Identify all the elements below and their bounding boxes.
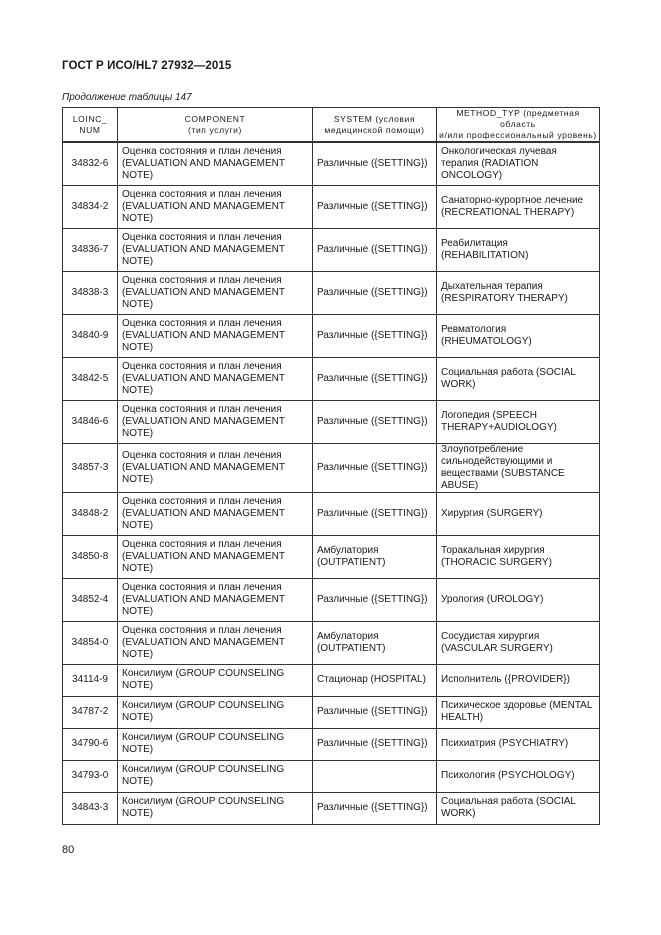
method-cell: Ревматология (RHEUMATOLOGY)	[437, 314, 600, 357]
method-cell: Логопедия (SPEECH THERAPY+AUDIOLOGY)	[437, 400, 600, 443]
column-header-line: COMPONENT	[184, 113, 246, 124]
method-cell: Психиатрия (PSYCHIATRY)	[437, 728, 600, 760]
table-row	[63, 760, 600, 792]
column-header-method	[437, 108, 600, 143]
system-cell: Стационар (HOSPITAL)	[313, 664, 437, 696]
component-cell: Оценка состояния и план лечения (EVALUATION AND MANAGEMENT NOTE)	[118, 492, 313, 535]
loinc-num-cell: 34832-6	[63, 142, 118, 185]
method-cell: Реабилитация (REHABILITATION)	[437, 228, 600, 271]
table-header	[63, 108, 600, 143]
table-row	[63, 696, 600, 728]
component-cell: Консилиум (GROUP COUNSELING NOTE)	[118, 696, 313, 728]
method-cell: Психическое здоровье (MENTAL HEALTH)	[437, 696, 600, 728]
method-cell: Социальная работа (SOCIAL WORK)	[437, 357, 600, 400]
table-row	[63, 621, 600, 664]
system-cell: Различные ({SETTING})	[313, 400, 437, 443]
header-row	[63, 108, 600, 143]
table-row	[63, 271, 600, 314]
table-body	[63, 142, 600, 824]
column-header-line: (тип услуги)	[188, 124, 242, 135]
component-cell: Оценка состояния и план лечения (EVALUATION AND MANAGEMENT NOTE)	[118, 142, 313, 185]
component-cell: Оценка состояния и план лечения (EVALUATION AND MANAGEMENT NOTE)	[118, 535, 313, 578]
table-row	[63, 228, 600, 271]
component-cell: Оценка состояния и план лечения (EVALUATION AND MANAGEMENT NOTE)	[118, 400, 313, 443]
column-header-component	[118, 108, 313, 143]
system-cell: Различные ({SETTING})	[313, 443, 437, 492]
column-header-line: LOINC_	[72, 113, 108, 124]
column-header-system	[313, 108, 437, 143]
method-cell: Санаторно-курортное лечение (RECREATIONAL THERAPY)	[437, 185, 600, 228]
table-row	[63, 492, 600, 535]
system-cell	[313, 760, 437, 792]
system-cell: Различные ({SETTING})	[313, 185, 437, 228]
table-row	[63, 578, 600, 621]
loinc-num-cell: 34843-3	[63, 792, 118, 824]
loinc-num-cell: 34840-9	[63, 314, 118, 357]
method-cell: Урология (UROLOGY)	[437, 578, 600, 621]
method-cell: Хирургия (SURGERY)	[437, 492, 600, 535]
loinc-num-cell: 34852-4	[63, 578, 118, 621]
method-cell: Дыхательная терапия (RESPIRATORY THERAPY)	[437, 271, 600, 314]
table-row	[63, 314, 600, 357]
component-cell: Консилиум (GROUP COUNSELING NOTE)	[118, 760, 313, 792]
document-header: ГОСТ Р ИСО/HL7 27932—2015	[62, 60, 232, 72]
table-row	[63, 535, 600, 578]
loinc-table	[62, 107, 600, 825]
loinc-num-cell: 34857-3	[63, 443, 118, 492]
system-cell: Амбулатория (OUTPATIENT)	[313, 621, 437, 664]
page-number: 80	[62, 844, 75, 856]
loinc-num-cell: 34114-9	[63, 664, 118, 696]
component-cell: Оценка состояния и план лечения (EVALUATION AND MANAGEMENT NOTE)	[118, 443, 313, 492]
method-cell: Сосудистая хирургия (VASCULAR SURGERY)	[437, 621, 600, 664]
component-cell: Оценка состояния и план лечения (EVALUATION AND MANAGEMENT NOTE)	[118, 357, 313, 400]
loinc-num-cell: 34850-8	[63, 535, 118, 578]
component-cell: Оценка состояния и план лечения (EVALUATION AND MANAGEMENT NOTE)	[118, 228, 313, 271]
loinc-num-cell: 34787-2	[63, 696, 118, 728]
table-row	[63, 664, 600, 696]
column-header-line: METHOD_TYP (предметная область	[456, 108, 580, 129]
loinc-num-cell: 34836-7	[63, 228, 118, 271]
table-row	[63, 792, 600, 824]
system-cell: Различные ({SETTING})	[313, 492, 437, 535]
system-cell: Различные ({SETTING})	[313, 357, 437, 400]
method-cell: Онкологическая лучевая терапия (RADIATION ONCOLOGY)	[437, 142, 600, 185]
component-cell: Оценка состояния и план лечения (EVALUATION AND MANAGEMENT NOTE)	[118, 621, 313, 664]
column-header-line: SYSTEM (условия	[333, 113, 416, 124]
component-cell: Консилиум (GROUP COUNSELING NOTE)	[118, 792, 313, 824]
system-cell: Амбулатория (OUTPATIENT)	[313, 535, 437, 578]
table-row	[63, 443, 600, 492]
component-cell: Оценка состояния и план лечения (EVALUATION AND MANAGEMENT NOTE)	[118, 314, 313, 357]
loinc-num-cell: 34854-0	[63, 621, 118, 664]
loinc-num-cell: 34846-6	[63, 400, 118, 443]
system-cell: Различные ({SETTING})	[313, 142, 437, 185]
loinc-num-cell: 34790-6	[63, 728, 118, 760]
loinc-num-cell: 34848-2	[63, 492, 118, 535]
component-cell: Оценка состояния и план лечения (EVALUATION AND MANAGEMENT NOTE)	[118, 271, 313, 314]
table-row	[63, 728, 600, 760]
method-cell: Социальная работа (SOCIAL WORK)	[437, 792, 600, 824]
component-cell: Оценка состояния и план лечения (EVALUATION AND MANAGEMENT NOTE)	[118, 578, 313, 621]
loinc-num-cell: 34842-5	[63, 357, 118, 400]
method-cell: Торакальная хирургия (THORACIC SURGERY)	[437, 535, 600, 578]
system-cell: Различные ({SETTING})	[313, 728, 437, 760]
system-cell: Различные ({SETTING})	[313, 228, 437, 271]
method-cell: Исполнитель ({PROVIDER})	[437, 664, 600, 696]
table-caption: Продолжение таблицы 147	[62, 92, 192, 103]
system-cell: Различные ({SETTING})	[313, 792, 437, 824]
table-row	[63, 357, 600, 400]
system-cell: Различные ({SETTING})	[313, 696, 437, 728]
component-cell: Оценка состояния и план лечения (EVALUATION AND MANAGEMENT NOTE)	[118, 185, 313, 228]
system-cell: Различные ({SETTING})	[313, 271, 437, 314]
loinc-num-cell: 34793-0	[63, 760, 118, 792]
loinc-num-cell: 34838-3	[63, 271, 118, 314]
system-cell: Различные ({SETTING})	[313, 314, 437, 357]
method-cell: Психология (PSYCHOLOGY)	[437, 760, 600, 792]
table-row	[63, 142, 600, 185]
column-header-line: медицинской помощи)	[324, 124, 425, 135]
system-cell: Различные ({SETTING})	[313, 578, 437, 621]
component-cell: Консилиум (GROUP COUNSELING NOTE)	[118, 664, 313, 696]
table-row	[63, 400, 600, 443]
column-header-line: и/или профессиональный уровень)	[439, 130, 597, 140]
column-header-line: NUM	[79, 124, 101, 135]
column-header-loinc-num	[63, 108, 118, 143]
method-cell: Злоупотребление сильнодействующими и веществами (SUBSTANCE ABUSE)	[437, 443, 600, 492]
table-row	[63, 185, 600, 228]
component-cell: Консилиум (GROUP COUNSELING NOTE)	[118, 728, 313, 760]
loinc-num-cell: 34834-2	[63, 185, 118, 228]
